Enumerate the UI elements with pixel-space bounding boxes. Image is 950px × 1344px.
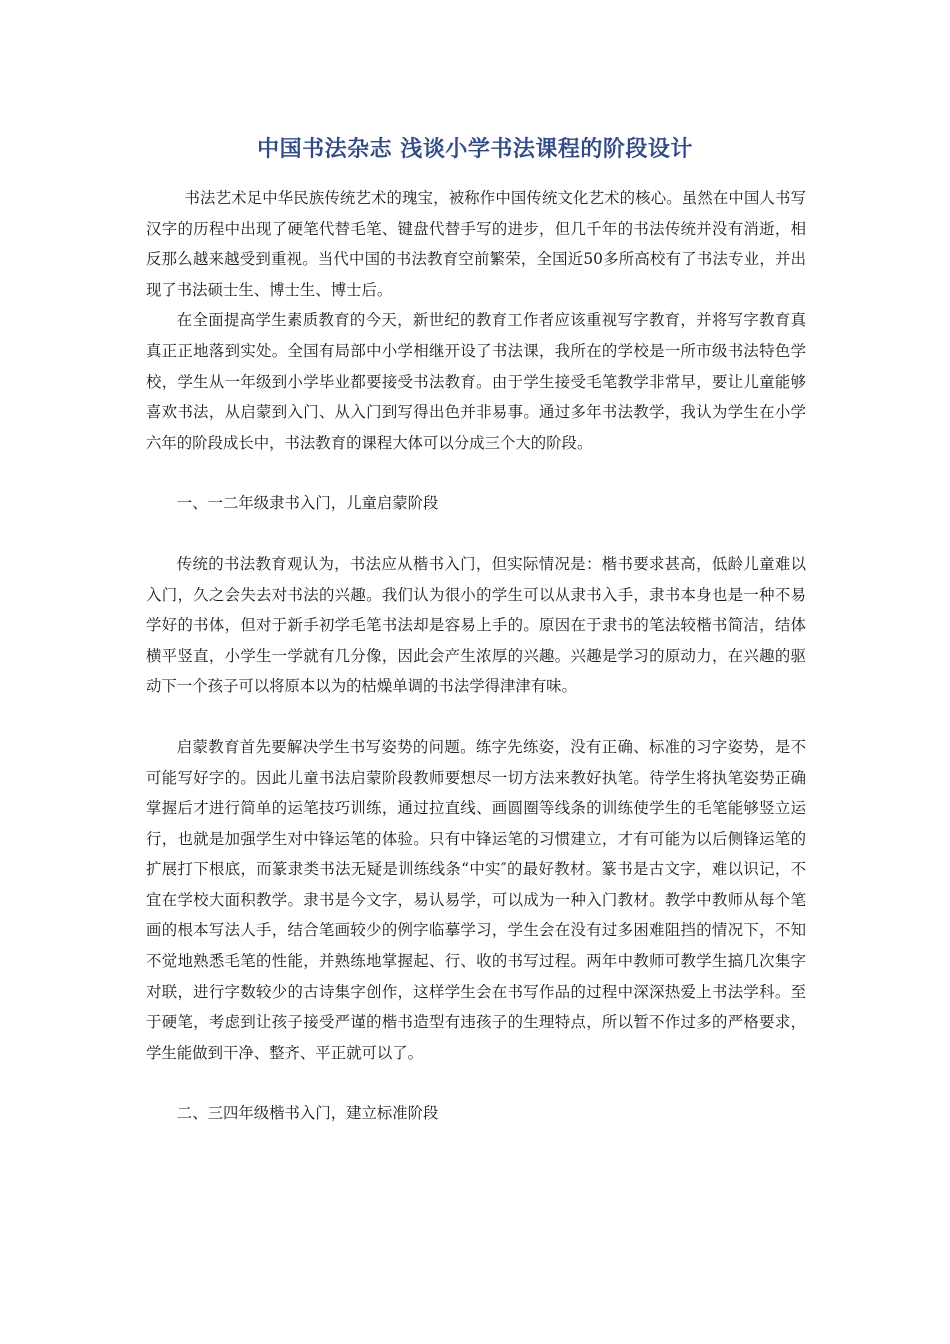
intro-paragraph-1: 书法艺术足中华民族传统艺术的瑰宝，被称作中国传统文化艺术的核心。虽然在中国人书写汉字的历程中出现了硬笔代替毛笔、键盘代替手写的进步，但几千年的书法传统并没有消逝，相反那么越来越受到重视。当代中国的书法教育空前繁荣，全国近50多所高校有了书法专业，并出现了书法硕士生、博士生、博士后。 [146, 189, 806, 299]
section-1-paragraph-2: 启蒙教育首先要解决学生书写姿势的问题。练字先练姿，没有正确、标准的习字姿势，是不可能写好字的。因此儿童书法启蒙阶段教师要想尽一切方法来教好执笔。待学生将执笔姿势正确掌握后才进行简单的运笔技巧训练，通过拉直线、画圆圈等线条的训练使学生的毛笔能够竖立运行，也就是加强学生对中锋运笔的体验。只有中锋运笔的习惯建立，才有可能为以后侧锋运笔的扩展打下根底，而篆隶类书法无疑是训练线条“中实″的最好教材。篆书是古文字，难以识记，不宜在学校大面积教学。隶书是今文字，易认易学，可以成为一种入门教材。教学中教师从每个笔画的根本写法人手，结合笔画较少的例字临摹学习，学生会在没有过多困难阻挡的情况下，不知不觉地熟悉毛笔的性能，并熟练地掌握起、行、收的书写过程。两年中教师可教学生搞几次集字对联，进行字数较少的古诗集字创作，这样学生会在书写作品的过程中深深热爱上书法学科。至于硬笔，考虑到让孩子接受严谨的楷书造型有违孩子的生理特点，所以暂不作过多的严格要求，学生能做到干净、整齐、平正就可以了。 [146, 737, 806, 1062]
section-1-heading: 一、一二年级隶书入门，儿童启蒙阶段 [176, 494, 439, 513]
section-2-heading: 二、三四年级楷书入门，建立标准阶段 [176, 1104, 439, 1123]
intro-paragraph-2: 在全面提高学生素质教育的今天，新世纪的教育工作者应该重视写字教育，并将写字教育真真正正地落到实处。全国有局部中小学相继开设了书法课，我所在的学校是一所市级书法特色学校，学生从一年级到小学毕业都要接受书法教育。由于学生接受毛笔教学非常早，要让儿童能够喜欢书法，从启蒙到入门、从入门到写得出色并非易事。通过多年书法教学，我认为学生在小学六年的阶段成长中，书法教育的课程大体可以分成三个大的阶段。 [146, 311, 806, 452]
section-1-paragraph-1: 传统的书法教育观认为，书法应从楷书入门，但实际情况是：楷书要求甚高，低龄儿童难以入门，久之会失去对书法的兴趣。我们认为很小的学生可以从隶书入手，隶书本身也是一种不易学好的书体，但对于新手初学毛笔书法却是容易上手的。原因在于隶书的笔法较楷书简洁，结体横平竖直，小学生一学就有几分像，因此会产生浓厚的兴趣。兴趣是学习的原动力，在兴趣的驱动下一个孩子可以将原本以为的枯燥单调的书法学得津津有味。 [146, 554, 806, 696]
document-body [146, 183, 806, 1129]
document-title: 中国书法杂志 浅谈小学书法课程的阶段设计 [257, 137, 693, 162]
